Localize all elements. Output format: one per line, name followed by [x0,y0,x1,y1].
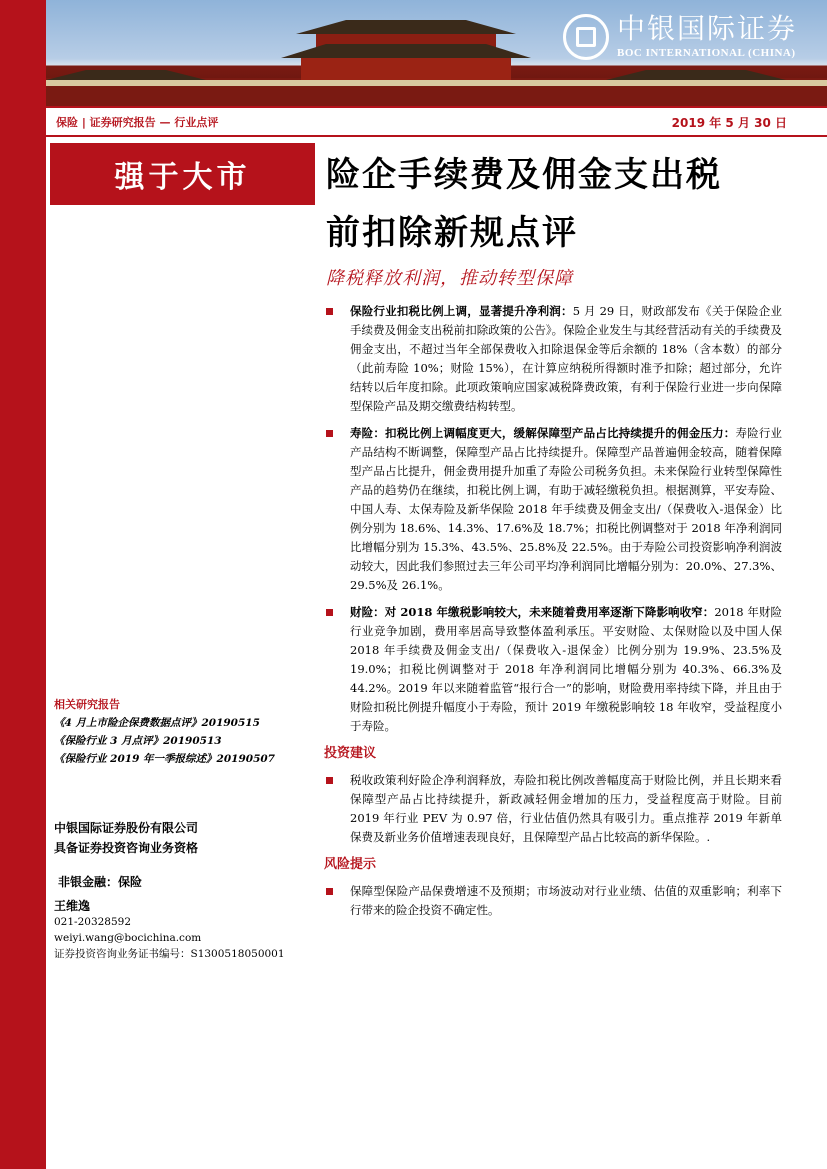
bullet-square-icon [326,308,333,315]
bullet-square-icon [326,430,333,437]
bullet-item: 保障型保险产品保费增速不及预期；市场波动对行业业绩、估值的双重影响；利率下行带来的险企投资不确定性。 [322,882,782,920]
breadcrumb: 保险 | 证券研究报告 — 行业点评 [56,116,219,129]
company-info: 中银国际证券股份有限公司 具备证券投资咨询业务资格 [54,821,199,855]
related-report-link[interactable]: 《4 月上市险企保费数据点评》20190515 [54,717,260,729]
bullet-item: 财险：对 2018 年缴税影响较大，未来随着费用率逐渐下降影响收窄：2018 年财险行业竞争加剧，费用率居高导致整体盈利承压。平安财险、太保财险以及中国人保 2018 年手续费及佣金支出/（保费收入-退保金）比例分别为 19.9%、23.5%及 19.0%；扣税比例调整对于 2018 年净利润同比增幅分别为 40.3%、66.3%及 44.2%。2019 年以来随着监管“报行合一”的影响，财险费用率持续下降，并且由于财险扣税比例提升幅度小于寿险，预计 2019 年缴税影响较 18 年收窄，受益程度小于寿险。 [322,603,782,736]
related-report-link[interactable]: 《保险行业 3 月点评》20190513 [54,735,222,747]
invest-section-title: 投资建议 [324,746,377,761]
analyst-phone: 021-20328592 [54,916,132,928]
subheader-divider [46,135,827,137]
company-logo [563,14,797,60]
main-content [322,302,782,928]
sector-label: 非银金融：保险 [58,875,143,889]
boc-logo-icon [563,14,609,60]
bullet-item: 寿险：扣税比例上调幅度更大，缓解保障型产品占比持续提升的佣金压力：寿险行业产品结构不断调整，保障型产品占比持续提升。保障型产品普遍佣金较高，随着保障型产品占比提升，佣金费用提升加重了寿险公司税务负担。未来保险行业转型保障性产品的趋势仍在继续，扣税比例上调，有助于减轻缴税负担。根据测算，平安寿险、中国人寿、太保寿险及新华保险 2018 年手续费及佣金支出/（保费收入-退保金）比例分别为 18.6%、14.3%、17.6%及 18.7%；扣税比例调整对于 2018 年净利润同比增幅分别为 15.3%、43.5%、25.8%及 22.5%。由于寿险公司投资影响净利润波动较大，因此我们参照过去三年公司平均净利润同比增幅分别为：20.0%、27.3%、29.5%及 26.1%。 [322,424,782,595]
analyst-name: 王维逸 [54,899,91,913]
related-reports [54,696,314,768]
header-divider [46,106,827,108]
left-red-bar [0,0,46,1169]
bullet-item: 保险行业扣税比例上调，显著提升净利润：5 月 29 日，财政部发布《关于保险企业手续费及佣金支出税前扣除政策的公告》。保险企业发生与其经营活动有关的手续费及佣金支出，不超过当年全部保费收入扣除退保金等后余额的 18%（含本数）的部分（此前寿险 10%；财险 15%），在计算应纳税所得额时准予扣除；超过部分，允许结转以后年度扣除。此项政策响应国家减税降费政策，有利于保险行业进一步向保障型保险产品及期交缴费结构转型。 [322,302,782,416]
related-reports-title: 相关研究报告 [54,698,120,711]
title-line-1: 险企手续费及佣金支出税 [326,155,722,195]
header-banner [46,0,827,106]
analyst-info [54,898,285,962]
logo-chinese-name: 中银国际证券 [616,12,797,45]
title-line-2: 前扣除新规点评 [326,213,578,253]
logo-english-name: BOC INTERNATIONAL (CHINA) [616,47,796,59]
risk-section-title: 风险提示 [324,857,377,872]
report-date: 2019 年 5 月 30 日 [671,116,787,130]
bullet-square-icon [326,609,333,616]
rating-badge: 强于大市 [50,143,315,205]
report-title [326,146,796,262]
bullet-item: 税收政策利好险企净利润释放，寿险扣税比例改善幅度高于财险比例，并且长期来看保障型产品占比持续提升，新政减轻佣金增加的压力，受益程度高于财险。目前 2019 年行业 PEV 为 0.97 倍，行业估值仍然具有吸引力。重点推荐 2019 年新单保费及新业务价值增速表现良好，且保障型产品占比较高的新华保险。. [322,771,782,847]
analyst-email[interactable]: weiyi.wang@bocichina.com [54,932,202,944]
bullet-square-icon [326,888,333,895]
report-subtitle: 降税释放利润，推动转型保障 [326,268,573,289]
bullet-square-icon [326,777,333,784]
analyst-cert: 证券投资咨询业务证书编号：S1300518050001 [54,948,285,960]
related-report-link[interactable]: 《保险行业 2019 年一季报综述》20190507 [54,753,275,765]
